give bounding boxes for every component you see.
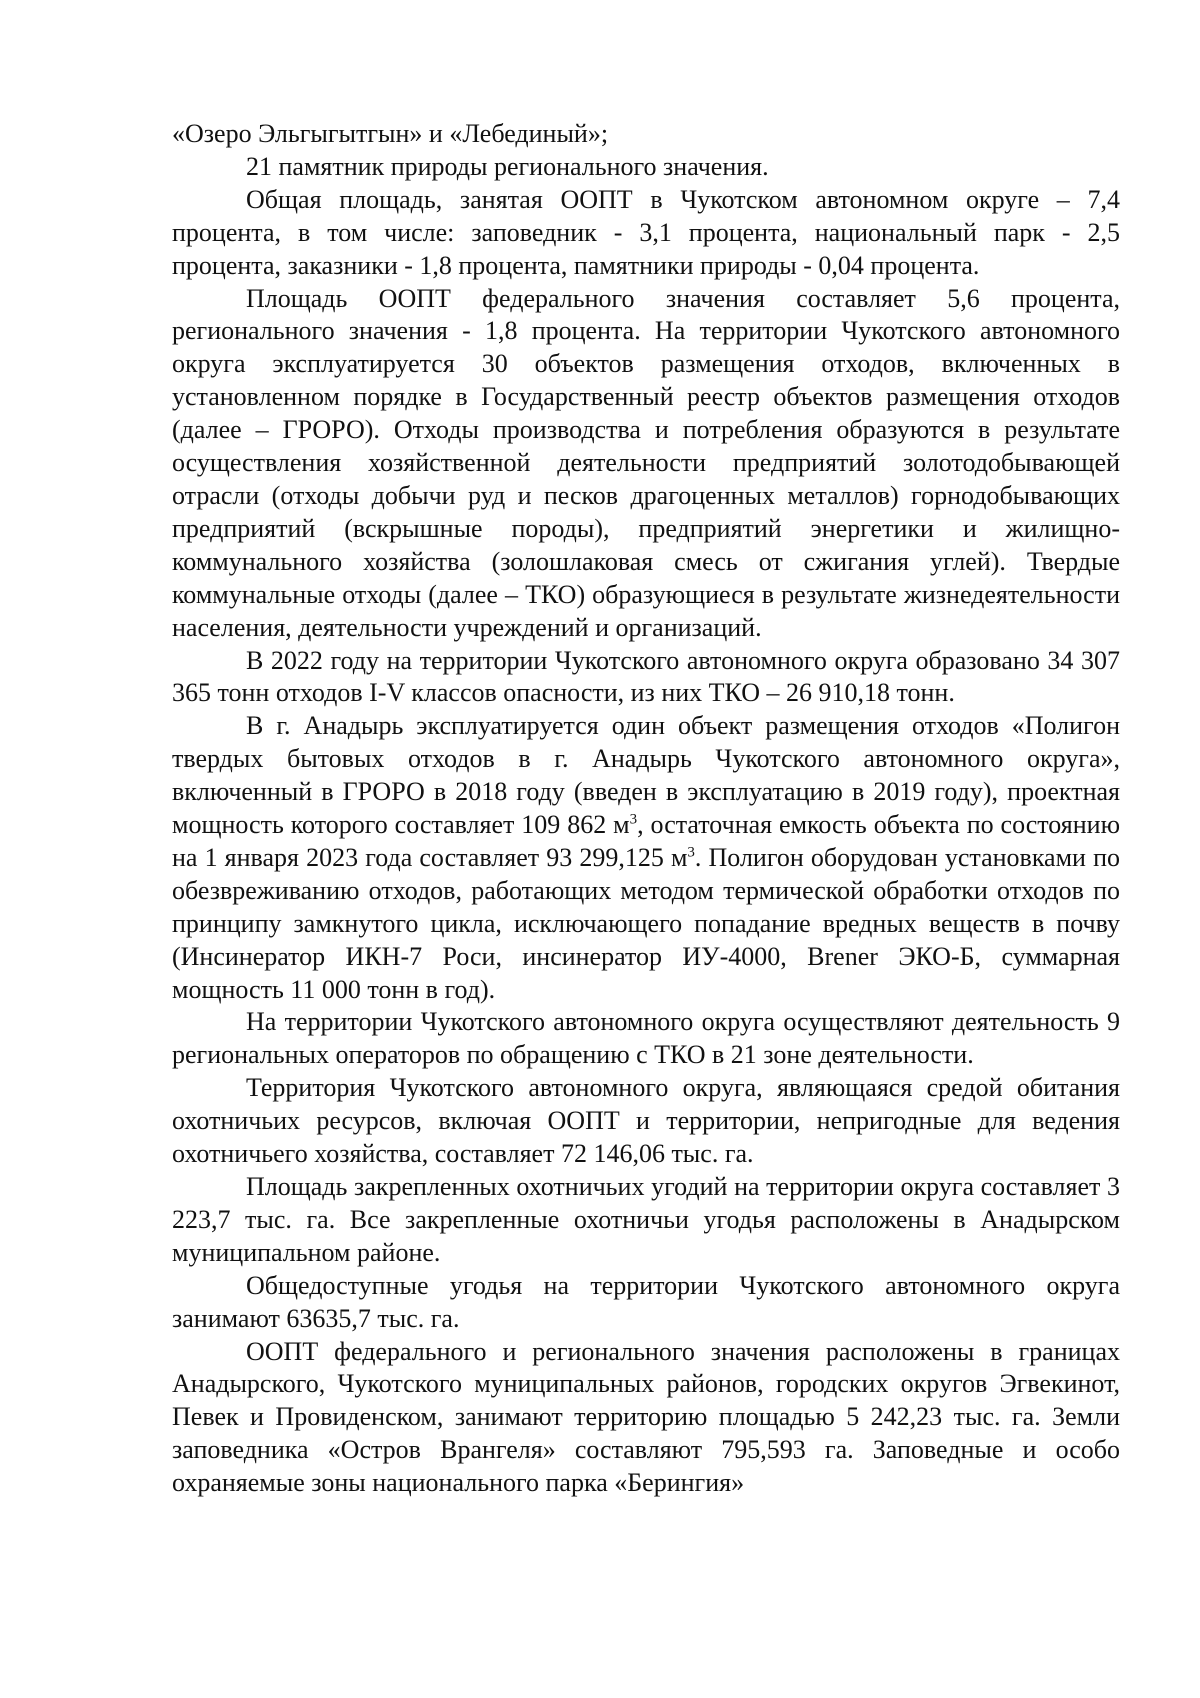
- paragraph-waste-objects: Площадь ООПТ федерального значения составляет 5,6 процента, регионального значения - 1,8 процента. На территории Чукотского автономного округа эксплуатируется 30 объектов размещения отходов, включенных в установленном порядке в Государственный реестр объектов размещения отходов (далее – ГРОРО). Отходы производства и потребления образуются в результате осуществления хозяйственной деятельности предприятий золотодобывающей отрасли (отходы добычи руд и песков драгоценных металлов) горнодобывающих предприятий (вскрышные породы), предприятий энергетики и жилищно-коммунального хозяйства (золошлаковая смесь от сжигания углей). Твердые коммунальные отходы (далее – ТКО) образующиеся в результате жизнедеятельности населения, деятельности учреждений и организаций.: [172, 283, 1120, 642]
- paragraph-protected-areas: ООПТ федерального и регионального значения расположены в границах Анадырского, Чукотского муниципальных районов, городских округов Эгвекинот, Певек и Провиденском, занимают территорию площадью 5 242,23 тыс. га. Земли заповедника «Остров Врангеля» составляют 795,593 га. Заповедные и особо охраняемые зоны национального парка «Берингия»: [172, 1336, 1120, 1498]
- paragraph-waste-2022: В 2022 году на территории Чукотского автономного округа образовано 34 307 365 тонн отходов I-V классов опасности, из них ТКО – 26 910,18 тонн.: [172, 645, 1120, 708]
- paragraph-hunting-grounds: Площадь закрепленных охотничьих угодий на территории округа составляет 3 223,7 тыс. га. Все закрепленные охотничьи угодья расположены в Анадырском муниципальном районе.: [172, 1172, 1120, 1267]
- paragraph-hunting-territory: Территория Чукотского автономного округа, являющаяся средой обитания охотничьих ресурсов, включая ООПТ и территории, непригодные для ведения охотничьего хозяйства, составляет 72 146,06 тыс. га.: [172, 1073, 1120, 1169]
- paragraph-anadyr-landfill: [172, 710, 1120, 1006]
- landfill-text-c: . Полигон оборудован установками по обезвреживанию отходов, работающих методом термической обработки отходов по принципу замкнутого цикла, исключающего попадание вредных веществ в почву (Инсинератор ИКН-7 Роси, инсинератор ИУ-4000, Brener ЭКО-Б, суммарная мощность 11 000 тонн в год).: [172, 842, 1120, 1004]
- document-body: [172, 118, 1120, 1500]
- paragraph-total-area: Общая площадь, занятая ООПТ в Чукотском автономном округе – 7,4 процента, в том числе: заповедник - 3,1 процента, национальный парк - 2,5 процента, заказники - 1,8 процента, памятники природы - 0,04 процента.: [172, 184, 1120, 280]
- landfill-text-a: В г. Анадырь эксплуатируется один объект размещения отходов «Полигон твердых бытовых отходов в г. Анадырь Чукотского автономного округа», включенный в ГРОРО в 2018 году (введен в эксплуатацию в 2019 году), проектная мощность которого составляет 109 862 м: [172, 711, 1120, 840]
- paragraph-regional-operators: На территории Чукотского автономного округа осуществляют деятельность 9 региональных операторов по обращению с ТКО в 21 зоне деятельности.: [172, 1007, 1120, 1070]
- paragraph-lakes: «Озеро Эльгыгытгын» и «Лебединый»;: [172, 119, 609, 148]
- paragraph-nature-monuments: 21 памятник природы регионального значения.: [246, 151, 769, 181]
- paragraph-public-grounds: Общедоступные угодья на территории Чукотского автономного округа занимают 63635,7 тыс. га.: [172, 1270, 1120, 1333]
- superscript-cubic-2: 3: [687, 844, 695, 861]
- landfill-text-b: , остаточная емкость объекта по состоянию на 1 января 2023 года составляет 93 299,125 м: [172, 810, 1120, 872]
- superscript-cubic: 3: [629, 811, 638, 828]
